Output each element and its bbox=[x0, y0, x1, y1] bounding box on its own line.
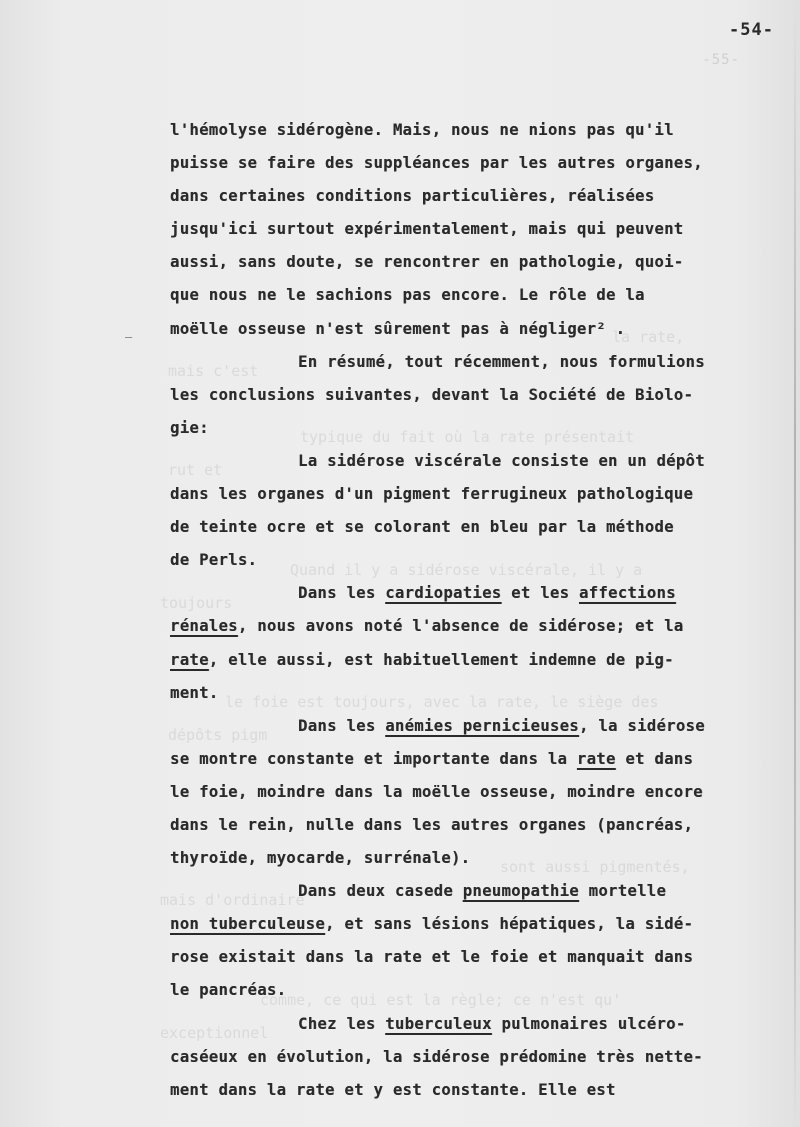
text-run: mortelle bbox=[578, 882, 667, 901]
paragraph bbox=[170, 445, 775, 577]
text-line bbox=[170, 875, 775, 908]
bleed-through-text: le foie est toujours, avec la rate, le siège des bbox=[225, 693, 659, 711]
underlined-term: rate bbox=[170, 650, 209, 669]
text-run: gie: bbox=[170, 418, 209, 437]
text-line bbox=[170, 809, 775, 842]
text-line bbox=[170, 974, 775, 1007]
text-line bbox=[170, 610, 775, 643]
text-line bbox=[170, 478, 775, 511]
bleed-through-text: exceptionnel bbox=[160, 1024, 269, 1042]
text-line bbox=[170, 412, 775, 445]
text-line bbox=[170, 313, 775, 346]
text-run: , elle aussi, est habituellement indemne de pig- bbox=[208, 650, 674, 669]
bleed-through-text: mais c'est bbox=[168, 362, 259, 380]
text-line bbox=[170, 147, 775, 180]
text-run: que nous ne le sachions pas encore. Le rôle de la bbox=[170, 286, 645, 305]
bleed-through-text: dépôts pigm bbox=[168, 726, 268, 744]
text-run: pulmonaires ulcéro- bbox=[491, 1014, 686, 1033]
text-run: le pancréas. bbox=[170, 981, 287, 1000]
underlined-term: pneumopathie bbox=[462, 882, 579, 901]
text-line bbox=[170, 445, 775, 478]
text-line bbox=[170, 544, 775, 577]
text-run: , nous avons noté l'absence de sidérose; et la bbox=[237, 617, 684, 636]
text-run: et dans bbox=[615, 749, 694, 768]
text-run: thyroïde, myocarde, surrénale). bbox=[170, 849, 471, 868]
text-line bbox=[170, 1008, 775, 1041]
bleed-through-text: la rate, bbox=[612, 328, 685, 346]
text-line bbox=[170, 1074, 775, 1107]
text-run: jusqu'ici surtout expérimentalement, mais qui peuvent bbox=[170, 220, 684, 239]
bleed-through-text: rut et bbox=[168, 461, 223, 479]
text-line bbox=[170, 213, 775, 246]
text-line bbox=[170, 842, 775, 875]
text-run: ment. bbox=[170, 683, 219, 702]
text-line bbox=[170, 279, 775, 312]
bleed-through-text: mais d'ordinaire bbox=[160, 891, 305, 909]
typewritten-body-text bbox=[170, 114, 775, 1107]
text-run: dans certaines conditions particulières, réalisées bbox=[170, 187, 655, 206]
text-line bbox=[170, 577, 775, 610]
text-run: , la sidérose bbox=[578, 716, 705, 735]
underlined-term: affections bbox=[578, 584, 676, 603]
text-run: Dans deux casede bbox=[298, 882, 463, 901]
text-line bbox=[170, 677, 775, 710]
paragraph bbox=[170, 114, 775, 346]
bleed-through-text: toujours bbox=[160, 594, 233, 612]
text-line bbox=[170, 114, 775, 147]
text-run: caséeux en évolution, la sidérose prédomine très nette- bbox=[170, 1047, 703, 1066]
text-run: , et sans lésions hépatiques, la sidé- bbox=[325, 915, 694, 934]
underlined-term: rénales bbox=[170, 617, 238, 636]
text-run: de Perls. bbox=[170, 551, 258, 570]
text-line bbox=[170, 644, 775, 677]
text-line bbox=[170, 379, 775, 412]
page-edge-shadow bbox=[794, 0, 796, 1127]
text-run: l'hémolyse sidérogène. Mais, nous ne nions pas qu'il bbox=[170, 121, 674, 139]
bleed-through-text: Quand il y a sidérose viscérale, il y a bbox=[290, 561, 643, 579]
text-line bbox=[170, 776, 775, 809]
text-line bbox=[170, 941, 775, 974]
paragraph bbox=[170, 710, 775, 875]
text-run: Dans les bbox=[298, 716, 386, 735]
underlined-term: anémies pernicieuses bbox=[385, 716, 579, 735]
bleed-through-text: comme, ce qui est la règle; ce n'est qu' bbox=[260, 991, 622, 1009]
text-line bbox=[170, 908, 775, 941]
paragraph bbox=[170, 577, 775, 709]
text-run: moëlle osseuse n'est sûrement pas à négliger² . bbox=[170, 319, 626, 338]
text-run: aussi, sans doute, se rencontrer en pathologie, quoi- bbox=[170, 253, 684, 272]
text-run: Dans les bbox=[298, 584, 386, 603]
text-run: le foie, moindre dans la moëlle osseuse, moindre encore bbox=[170, 782, 703, 801]
underlined-term: non tuberculeuse bbox=[170, 915, 326, 934]
paragraph bbox=[170, 346, 775, 445]
margin-mark: — bbox=[125, 330, 133, 344]
bleed-through-text: typique du fait où la rate présentait bbox=[300, 428, 635, 446]
text-run: rose existait dans la rate et le foie et manquait dans bbox=[170, 948, 694, 967]
text-run: de teinte ocre et se colorant en bleu par la méthode bbox=[170, 518, 674, 537]
text-line bbox=[170, 180, 775, 213]
text-run: dans le rein, nulle dans les autres organes (pancréas, bbox=[170, 815, 694, 834]
text-line bbox=[170, 346, 775, 379]
text-run: En résumé, tout récemment, nous formulions bbox=[298, 352, 705, 371]
underlined-term: tuberculeux bbox=[385, 1014, 492, 1033]
text-run: puisse se faire des suppléances par les autres organes, bbox=[170, 154, 703, 173]
text-line bbox=[170, 743, 775, 776]
text-run: les conclusions suivantes, devant la Société de Biolo- bbox=[170, 385, 694, 404]
text-run: et les bbox=[501, 584, 579, 603]
text-run: La sidérose viscérale consiste en un dépôt bbox=[298, 451, 705, 470]
underlined-term: cardiopaties bbox=[385, 584, 502, 603]
text-line bbox=[170, 511, 775, 544]
text-line bbox=[170, 1041, 775, 1074]
bleed-through-page-number: -55- bbox=[702, 52, 740, 68]
paragraph bbox=[170, 875, 775, 1007]
text-line bbox=[170, 246, 775, 279]
text-run: Chez les bbox=[298, 1014, 386, 1033]
text-line bbox=[170, 710, 775, 743]
underlined-term: rate bbox=[576, 749, 616, 768]
text-run: dans les organes d'un pigment ferrugineux pathologique bbox=[170, 485, 694, 504]
bleed-through-text: sont aussi pigmentés, bbox=[500, 858, 690, 876]
page-number: -54- bbox=[729, 20, 774, 40]
paragraph bbox=[170, 1008, 775, 1107]
text-run: ment dans la rate et y est constante. Elle est bbox=[170, 1080, 616, 1099]
text-run: se montre constante et importante dans la bbox=[170, 749, 577, 768]
